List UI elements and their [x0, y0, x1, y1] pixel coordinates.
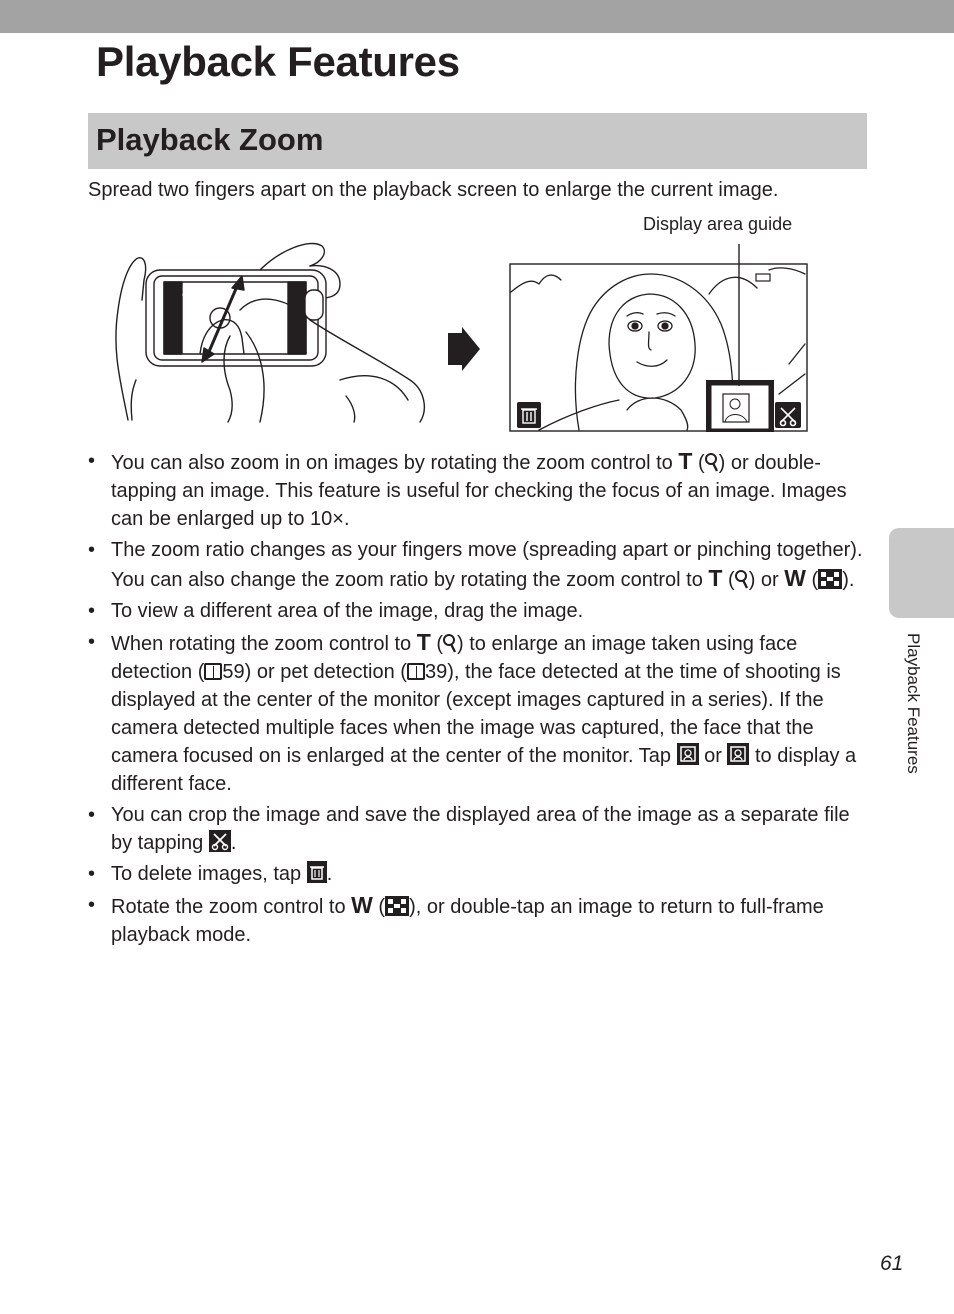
top-bar: [0, 0, 954, 33]
zoom-wide-label: W: [784, 565, 806, 591]
list-item: • The zoom ratio changes as your fingers move (spreading apart or pinching together). You can also change the zoom ratio by rotating the zoom control to T ( ) or W ( ).: [88, 539, 863, 591]
page-reference-icon: [204, 663, 222, 680]
list-item: • To view a different area of the image, drag the image.: [88, 600, 584, 622]
page-title: Playback Features: [96, 38, 460, 85]
crop-scissors-icon: [209, 830, 231, 852]
bullet-list: [88, 447, 868, 952]
zoom-tele-label: T: [416, 629, 431, 655]
chapter-tab-label: Playback Features: [904, 633, 923, 774]
zoom-wide-label: W: [351, 892, 373, 918]
zoom-tele-label: T: [708, 565, 723, 591]
list-item: • When rotating the zoom control to T ( ) to enlarge an image taken using face detection ( 59) or pet detection ( 39), the face detected at the time of shooting is displayed at the center of the monitor (except images captured in a series). If the camera detected multiple faces when the image was captured, the face that the camera focused on is enlarged at the center of the monitor. Tap or to display a different face.: [88, 629, 857, 795]
pinch-gesture-illustration: [110, 240, 430, 424]
list-item: • You can also zoom in on images by rotating the zoom control to T ( ) or double-tapping an image. This feature is useful for checking the focus of an image. Images can be enlarged up to 10×.: [88, 448, 847, 530]
display-area-guide-label: Display area guide: [643, 214, 793, 234]
zoom-tele-label: T: [678, 448, 693, 474]
section-header: [88, 113, 867, 169]
arrow-right-icon: [448, 327, 480, 371]
thumbnail-grid-icon: [818, 569, 842, 589]
camera-file-text: 0004.JPG: [182, 292, 200, 297]
thumbnail-grid-icon: [385, 896, 409, 916]
magnify-icon: [705, 452, 719, 472]
list-item: • You can crop the image and save the displayed area of the image as a separate file by tapping .: [88, 804, 850, 854]
list-item: • To delete images, tap .: [88, 863, 333, 885]
zoomed-playback-screen-illustration: [509, 244, 809, 434]
section-title: Playback Zoom: [96, 122, 324, 157]
page-number: 61: [880, 1252, 904, 1275]
magnify-icon: [735, 569, 749, 589]
intro-paragraph: Spread two fingers apart on the playback screen to enlarge the current image.: [88, 179, 779, 201]
next-face-icon: [727, 743, 749, 765]
list-item: • Rotate the zoom control to W ( ), or double-tap an image to return to full-frame playback mode.: [88, 892, 824, 946]
chapter-tab: [889, 528, 954, 618]
previous-face-icon: [677, 743, 699, 765]
page-reference-icon: [407, 663, 425, 680]
camera-date-text: 15/11/2012 15:30: [182, 286, 213, 291]
magnify-icon: [443, 633, 457, 653]
trash-icon: [307, 861, 327, 883]
